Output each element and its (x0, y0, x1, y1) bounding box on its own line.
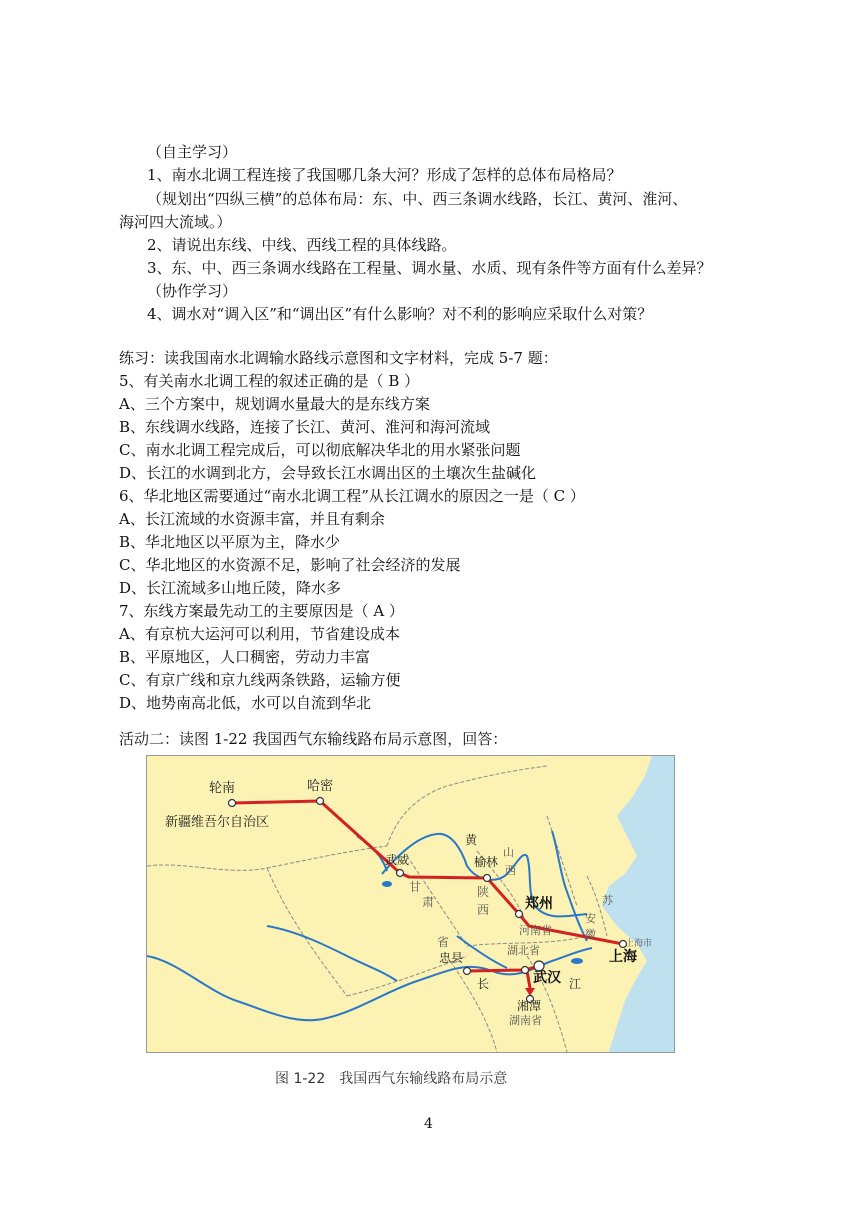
region-label: 新疆维吾尔自治区 (165, 815, 270, 830)
text-line-self-study: （自主学习） (147, 143, 238, 161)
province-label-shanxi-xi: 西 (505, 864, 516, 877)
text-line-coop-study: （协作学习） (147, 282, 238, 300)
province-label-an: 安 (585, 912, 596, 925)
city-label-xiangtan: 湘潭 (517, 999, 542, 1013)
province-label-hunan: 湖南省 (509, 1014, 542, 1027)
lake-1 (382, 881, 392, 887)
text-line-q6-b: B、华北地区以平原为主，降水少 (119, 533, 341, 551)
city-label-zhongxian: 忠县 (439, 951, 464, 965)
text-line-q7-a: A、有京杭大运河可以利用，节省建设成本 (119, 625, 400, 643)
page-number: 4 (424, 1116, 433, 1132)
province-label-su: 肃 (422, 895, 435, 909)
lake-2 (571, 958, 583, 964)
city-label-hami: 哈密 (307, 779, 334, 794)
province-label-shaan: 陕 (477, 885, 490, 899)
city-label-zhengzhou: 郑州 (525, 896, 553, 912)
city-label-yulin: 榆林 (474, 855, 499, 869)
text-line-q7-c: C、有京广线和京九线两条铁路，运输方便 (119, 671, 401, 689)
text-line-q5-d: D、长江的水调到北方，会导致长江水调出区的土壤次生盐碱化 (119, 464, 537, 482)
province-label-sheng: 省 (437, 935, 450, 949)
text-line-q6-d: D、长江流域多山地丘陵，降水多 (119, 579, 342, 597)
province-label-hui: 徽 (585, 928, 596, 941)
west-east-gas-map (146, 755, 675, 1053)
text-line-q7: 7、东线方案最先动工的主要原因是（ A ） (119, 602, 404, 620)
text-line-q6-a: A、长江流域的水资源丰富，并且有剩余 (119, 510, 385, 528)
text-line-q2: 2、请说出东线、中线、西线工程的具体线路。 (147, 236, 457, 254)
province-label-henan: 河南省 (519, 924, 552, 937)
text-line-exercise-intro: 练习：读我国南水北调输水路线示意图和文字材料，完成 5-7 题： (119, 349, 558, 367)
city-label-shanghai: 上海 (609, 949, 637, 965)
city-label-lunnan: 轮南 (209, 781, 236, 796)
text-line-q5-b: B、东线调水线路，连接了长江、黄河、淮河和海河流域 (119, 418, 491, 436)
river-label-chang: 长 (477, 977, 490, 991)
text-line-q5: 5、有关南水北调工程的叙述正确的是（ B ） (119, 372, 420, 390)
text-line-q1-answer: （规划出“四纵三横”的总体布局：东、中、西三条调水线路，长江、黄河、淮河、 (147, 190, 688, 208)
text-line-q5-c: C、南水北调工程完成后，可以彻底解决华北的用水紧张问题 (119, 441, 521, 459)
text-line-q4: 4、调水对“调入区”和“调出区”有什么影响？对不利的影响应采取什么对策？ (147, 305, 653, 323)
text-line-q3: 3、东、中、西三条调水线路在工程量、调水量、水质、现有条件等方面有什么差异？ (147, 259, 712, 277)
text-line-activity-two: 活动二：读图 1-22 我国西气东输线路布局示意图，回答： (119, 730, 508, 748)
province-label-jiangsu: 苏 (602, 894, 613, 907)
province-label-xi: 西 (477, 903, 490, 917)
province-label-shan: 山 (503, 846, 514, 859)
city-label-wuwei: 武威 (385, 853, 410, 867)
river-label-huang: 黄 (465, 833, 478, 847)
province-label-shanghai-city: 上海市 (625, 939, 653, 949)
text-line-q1-answer-cont: 海河四大流域。） (119, 213, 232, 231)
text-line-q6-c: C、华北地区的水资源不足，影响了社会经济的发展 (119, 556, 461, 574)
figure-caption: 图 1-22 我国西气东输线路布局示意 (275, 1071, 508, 1087)
province-label-hubei: 湖北省 (507, 944, 540, 957)
text-line-q7-b: B、平原地区，人口稠密，劳动力丰富 (119, 648, 371, 666)
text-line-q7-d: D、地势南高北低，水可以自流到华北 (119, 694, 372, 712)
text-line-q5-a: A、三个方案中，规划调水量最大的是东线方案 (119, 395, 430, 413)
province-label-gan: 甘 (409, 880, 422, 894)
text-line-q6: 6、华北地区需要通过“南水北调工程”从长江调水的原因之一是（ C ） (119, 487, 585, 505)
text-line-q1: 1、南水北调工程连接了我国哪几条大河？形成了怎样的总体布局格局？ (147, 166, 622, 184)
city-label-wuhan: 武汉 (533, 970, 561, 986)
river-label-jiang: 江 (569, 977, 582, 991)
map-svg (147, 756, 674, 1052)
